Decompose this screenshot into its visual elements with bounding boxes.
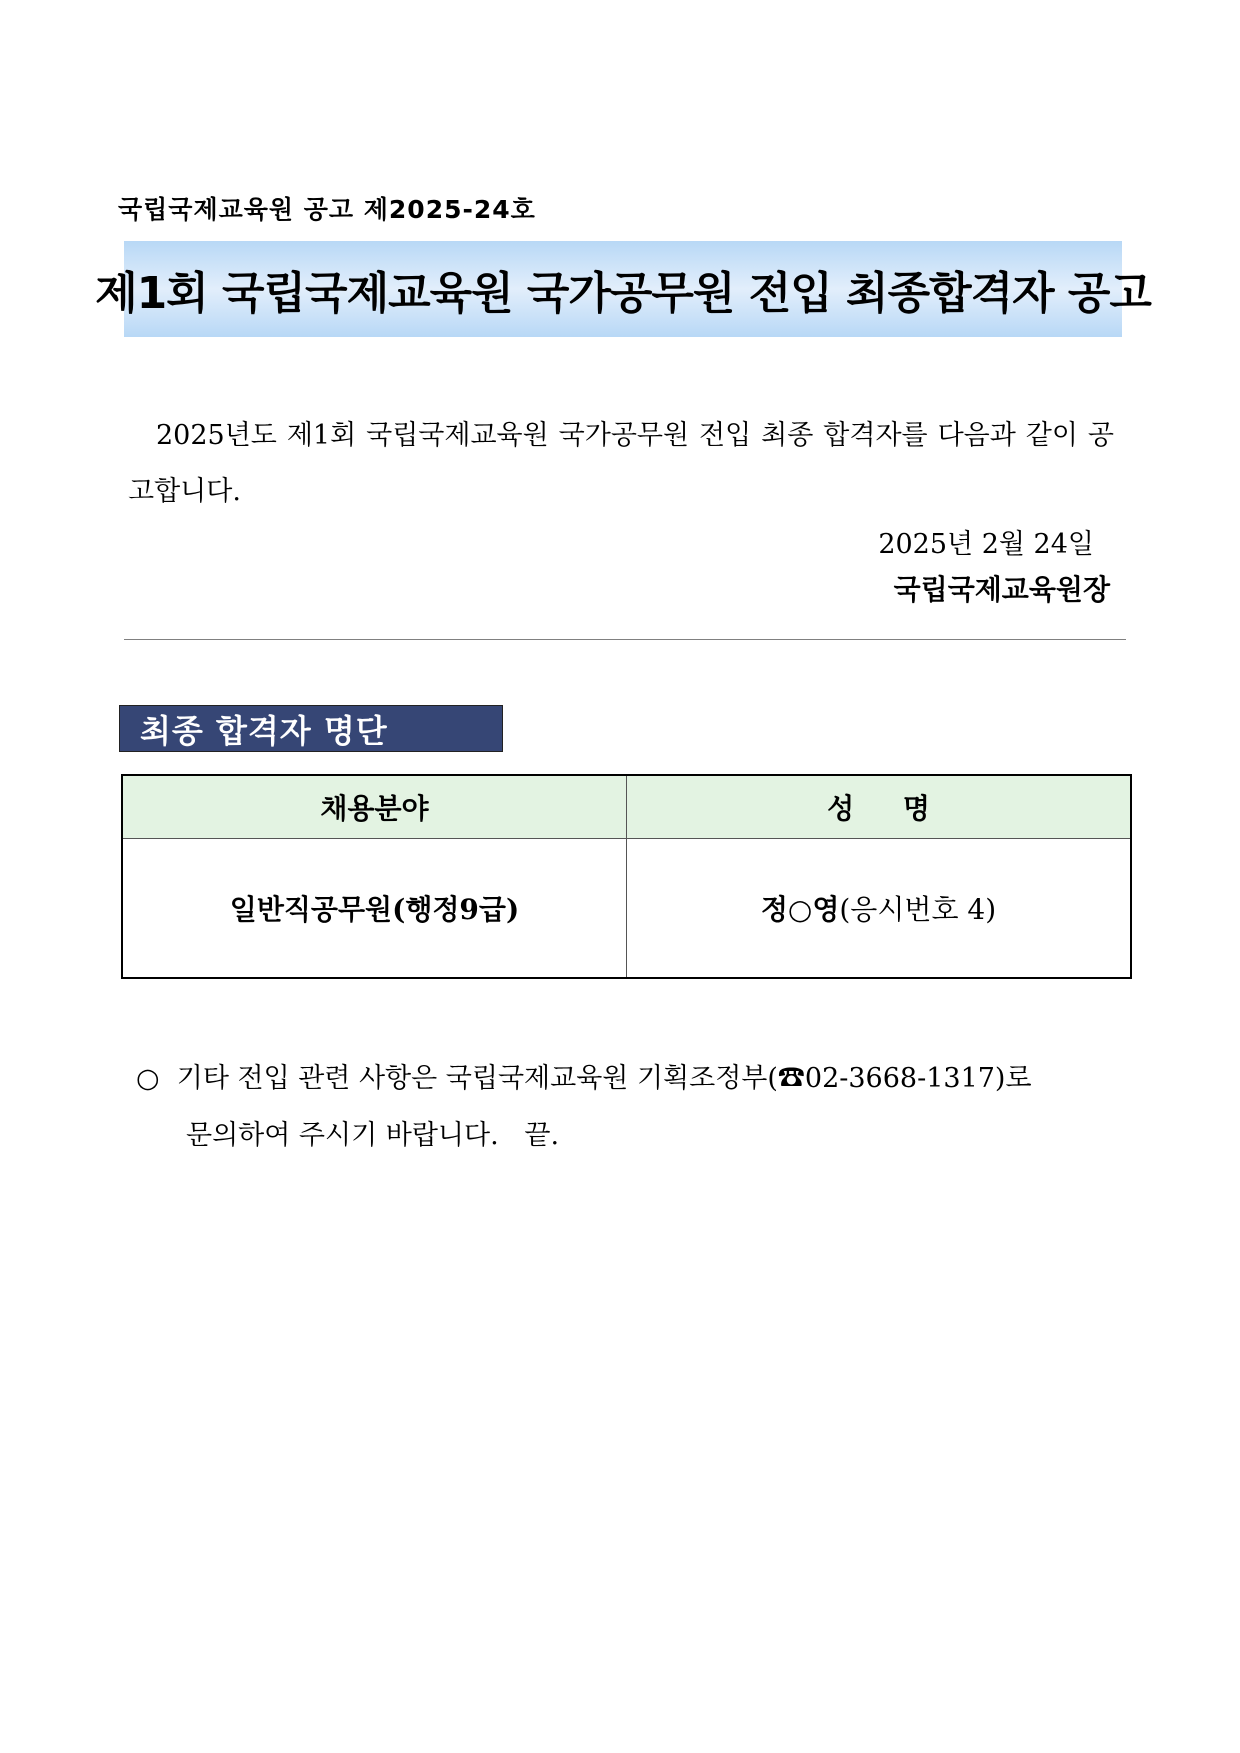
issuer-name: 국립국제교육원장 (893, 573, 1110, 606)
title-banner (95, 241, 1151, 337)
candidate-exam-number: (응시번호 4) (839, 893, 997, 926)
recruitment-field-cell: 일반직공무원(행정9급) (122, 839, 627, 979)
announcement-paragraph: 2025년도 제1회 국립국제교육원 국가공무원 전입 최종 합격자를 다음과 같이 공고합니다. (128, 420, 1114, 507)
footnote-text-1: 기타 전입 관련 사항은 국립국제교육원 기획조정부(☎02-3668-1317)로 (176, 1063, 1032, 1094)
table-header-name: 성 명 (627, 775, 1132, 839)
candidate-name: 정○영 (760, 893, 840, 926)
footnote-line-1 (136, 1050, 1136, 1107)
footnote (136, 1050, 1136, 1164)
footnote-text-2: 문의하여 주시기 바랍니다. 끝. (186, 1120, 560, 1151)
table-row (122, 839, 1131, 979)
candidate-name-cell (627, 839, 1132, 979)
section-label (119, 705, 503, 752)
table-header-field: 채용분야 (122, 775, 627, 839)
bullet-icon: ○ (136, 1063, 160, 1094)
notice-number: 국립국제교육원 공고 제2025-24호 (118, 195, 536, 224)
table-header-row (122, 775, 1131, 839)
footnote-line-2 (136, 1107, 1136, 1164)
divider (124, 639, 1126, 640)
results-table (121, 774, 1132, 979)
announcement-date: 2025년 2월 24일 (878, 529, 1094, 560)
page-title: 제1회 국립국제교육원 국가공무원 전입 최종합격자 공고 (95, 268, 1151, 319)
section-label-text: 최종 합격자 명단 (140, 711, 388, 750)
